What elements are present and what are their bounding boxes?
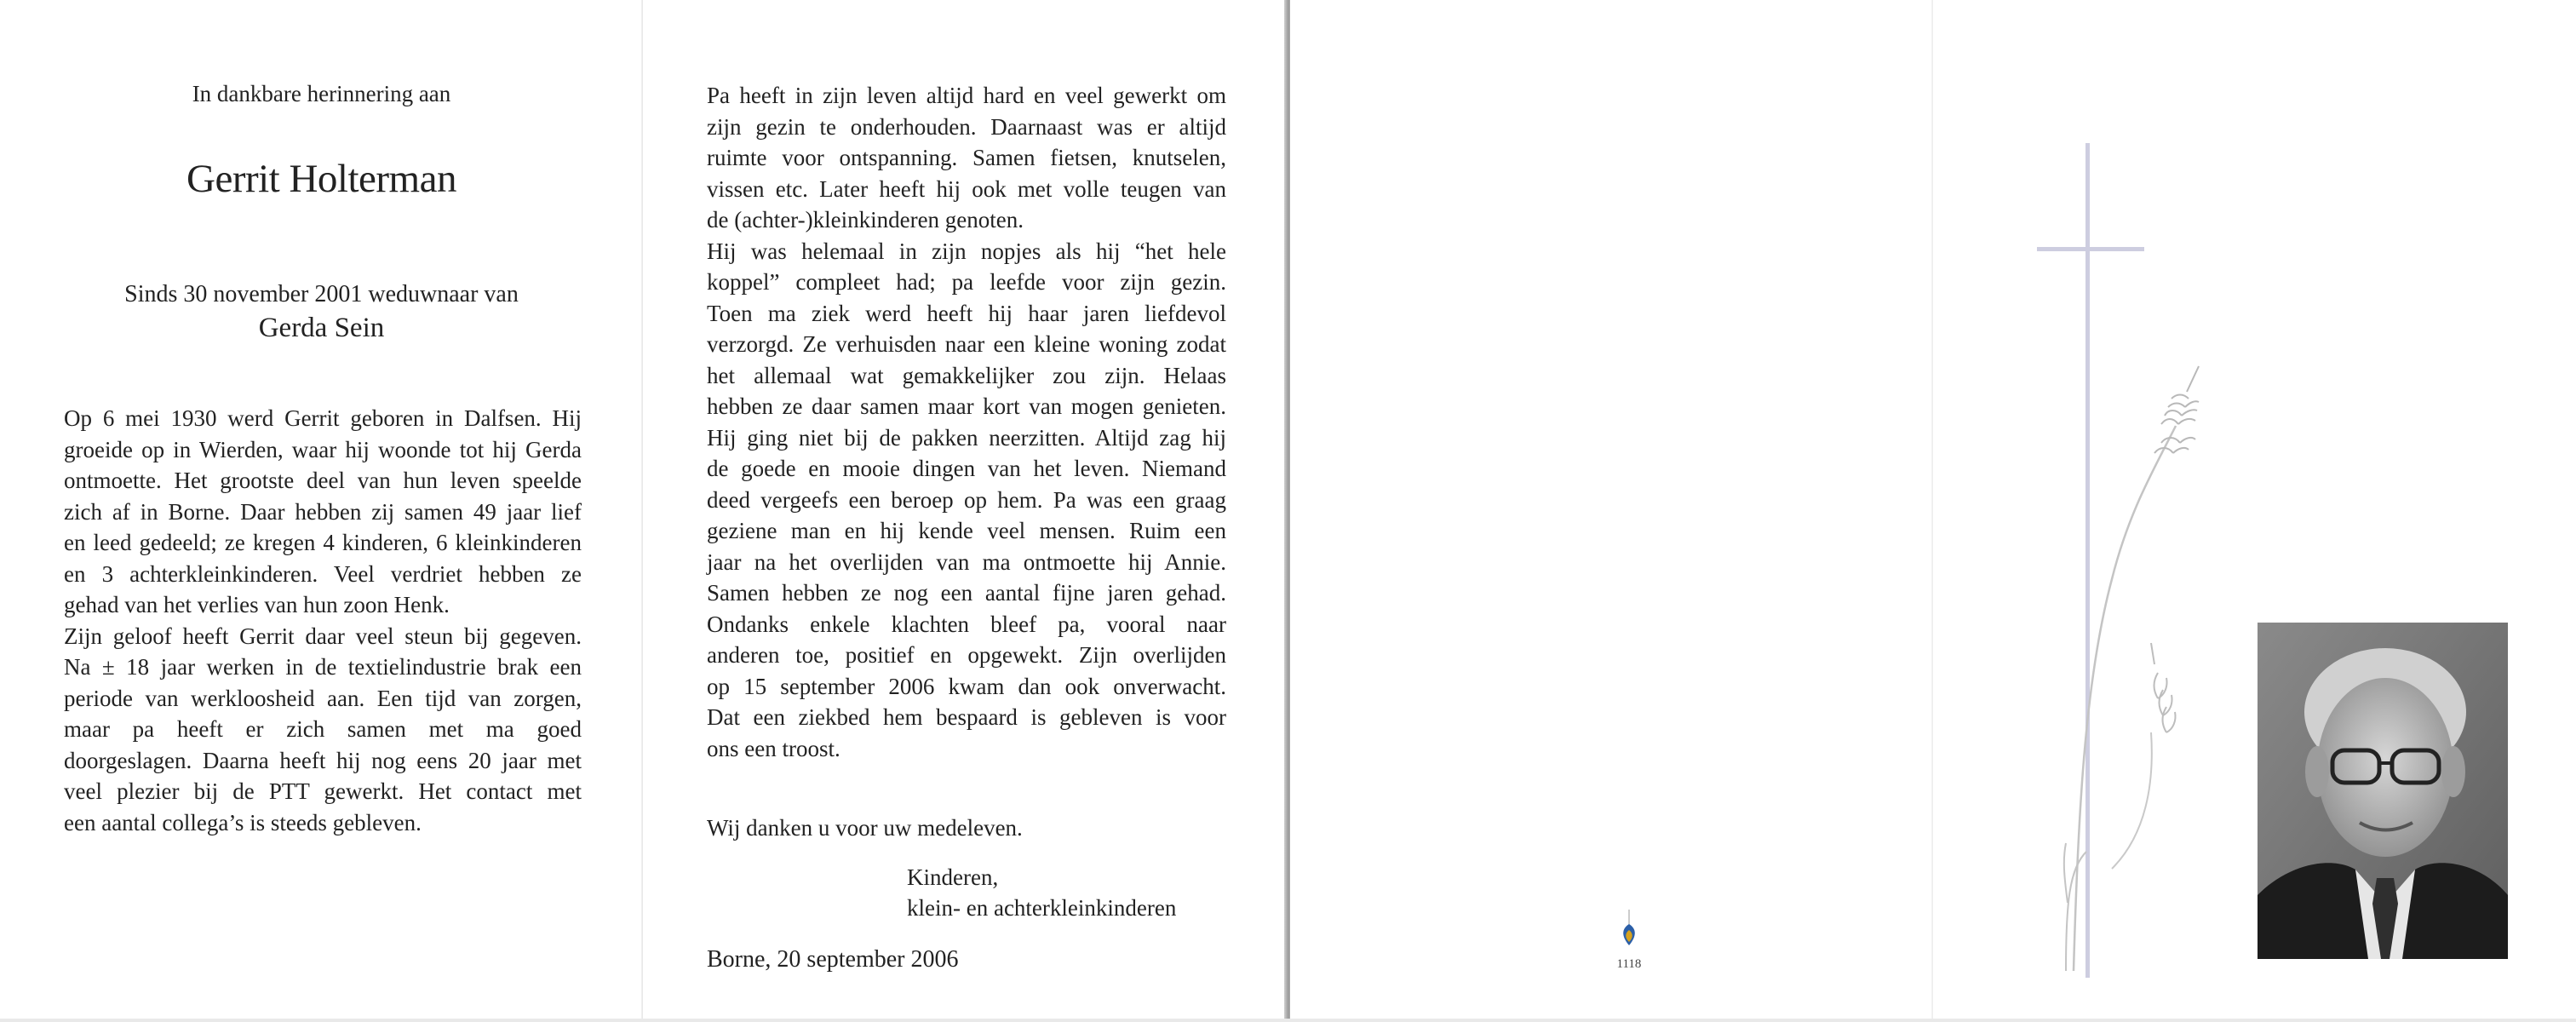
portrait-photo (2258, 623, 2508, 959)
card-bottom-edge (0, 1019, 2576, 1022)
biography-left-line: doorgeslagen. Daarna heeft hij nog eens 20 jaar met (64, 747, 582, 773)
page-middle (643, 0, 1286, 1022)
biography-right-line: ons een troost. (707, 735, 840, 761)
cross-wheat-icon (1984, 136, 2206, 988)
biography-right-line: koppel” compleet had; pa leefde voor zijn gezin. (707, 269, 1226, 295)
biography-right-line: op 15 september 2006 kwam dan ook onverwacht. (707, 673, 1226, 699)
page-back (1290, 0, 1933, 1022)
biography-left-line: en 3 achterkleinkinderen. Veel verdriet hebben ze (64, 560, 582, 587)
biography-left-line: een aantal collega’s is steeds gebleven. (64, 809, 422, 835)
page-right (1933, 0, 2576, 1022)
biography-right-line: Toen ma ziek werd heeft hij haar jaren liefdevol (707, 300, 1226, 326)
biography-right-line: jaar na het overlijden van ma ontmoette hij Annie. (707, 548, 1226, 575)
biography-right-line: vissen etc. Later heeft hij ook met volle teugen van (707, 175, 1226, 202)
printer-code: 1118 (1616, 957, 1642, 971)
biography-left-line: gehad van het verlies van hun zoon Henk. (64, 592, 450, 617)
biography-right-line: de goede en mooie dingen van het leven. Niemand (707, 456, 1226, 481)
thanks-text: Wij danken u voor uw medeleven. (707, 815, 1023, 841)
biography-left-line: ontmoette. Het grootste deel van hun leven speelde (64, 468, 582, 493)
place-date: Borne, 20 september 2006 (707, 946, 959, 973)
biography-right-line: Pa heeft in zijn leven altijd hard en veel gewerkt om (707, 83, 1226, 108)
biography-left-line: Na ± 18 jaar werken in de textielindustrie brak een (64, 654, 582, 680)
biography-left-line: veel plezier bij de PTT gewerkt. Het contact met (64, 778, 582, 804)
biography-right-line: anderen toe, positief en opgewekt. Zijn overlijden (707, 642, 1226, 668)
signature-line-2: klein- en achterkleinkinderen (907, 895, 1177, 921)
biography-right-line: geziene man en hij kende veel mensen. Ruim een (707, 518, 1226, 543)
biography-left-line: maar pa heeft er zich samen met ma goed (64, 716, 582, 742)
biography-right-line: verzorgd. Ze verhuisden naar een kleine woning zodat (707, 331, 1226, 357)
biography-right-line: Hij was helemaal in zijn nopjes als hij “het hele (707, 238, 1226, 264)
biography-right-line: Ondanks enkele klachten bleef pa, vooral naar (707, 611, 1226, 637)
biography-left-line: groeide op in Wierden, waar hij woonde tot hij Gerda (64, 436, 582, 462)
spouse-name: Gerda Sein (258, 313, 385, 343)
biography-right-line: hebben ze daar samen maar kort van mogen genieten. (707, 393, 1226, 419)
biography-right (707, 80, 1226, 764)
signature-line-1: Kinderen, (907, 864, 999, 890)
intro-text: In dankbare herinnering aan (192, 81, 451, 106)
biography-left-line: Zijn geloof heeft Gerrit daar veel steun bij gegeven. (64, 623, 582, 649)
biography-left-line: en leed gedeeld; ze kregen 4 kinderen, 6 kleinkinderen (64, 530, 582, 555)
biography-right-line: zijn gezin te onderhouden. Daarnaast was er altijd (707, 113, 1226, 140)
biography-left (64, 403, 582, 838)
biography-left-line: periode van werkloosheid aan. Een tijd van zorgen, (64, 685, 582, 711)
biography-left-line: zich af in Borne. Daar hebben zij samen 49 jaar lief (64, 498, 582, 525)
printer-logo-icon (1619, 910, 1639, 947)
page-left (0, 0, 643, 1022)
biography-left-line: Op 6 mei 1930 werd Gerrit geboren in Dalfsen. Hij (64, 405, 582, 431)
biography-right-line: deed vergeefs een beroep op hem. Pa was een graag (707, 486, 1226, 513)
biography-right-line: Dat een ziekbed hem bespaard is gebleven is voor (707, 704, 1226, 730)
biography-right-line: Hij ging niet bij de pakken neerzitten. Altijd zag hij (707, 424, 1226, 451)
biography-right-line: ruimte voor ontspanning. Samen fietsen, knutselen, (707, 145, 1226, 170)
biography-right-line: de (achter-)kleinkinderen genoten. (707, 207, 1024, 233)
biography-right-line: Samen hebben ze nog een aantal fijne jaren gehad. (707, 580, 1226, 606)
widower-line: Sinds 30 november 2001 weduwnaar van (124, 281, 519, 307)
biography-right-line: het allemaal wat gemakkelijker zou zijn. Helaas (707, 362, 1226, 388)
deceased-name: Gerrit Holterman (186, 157, 456, 201)
